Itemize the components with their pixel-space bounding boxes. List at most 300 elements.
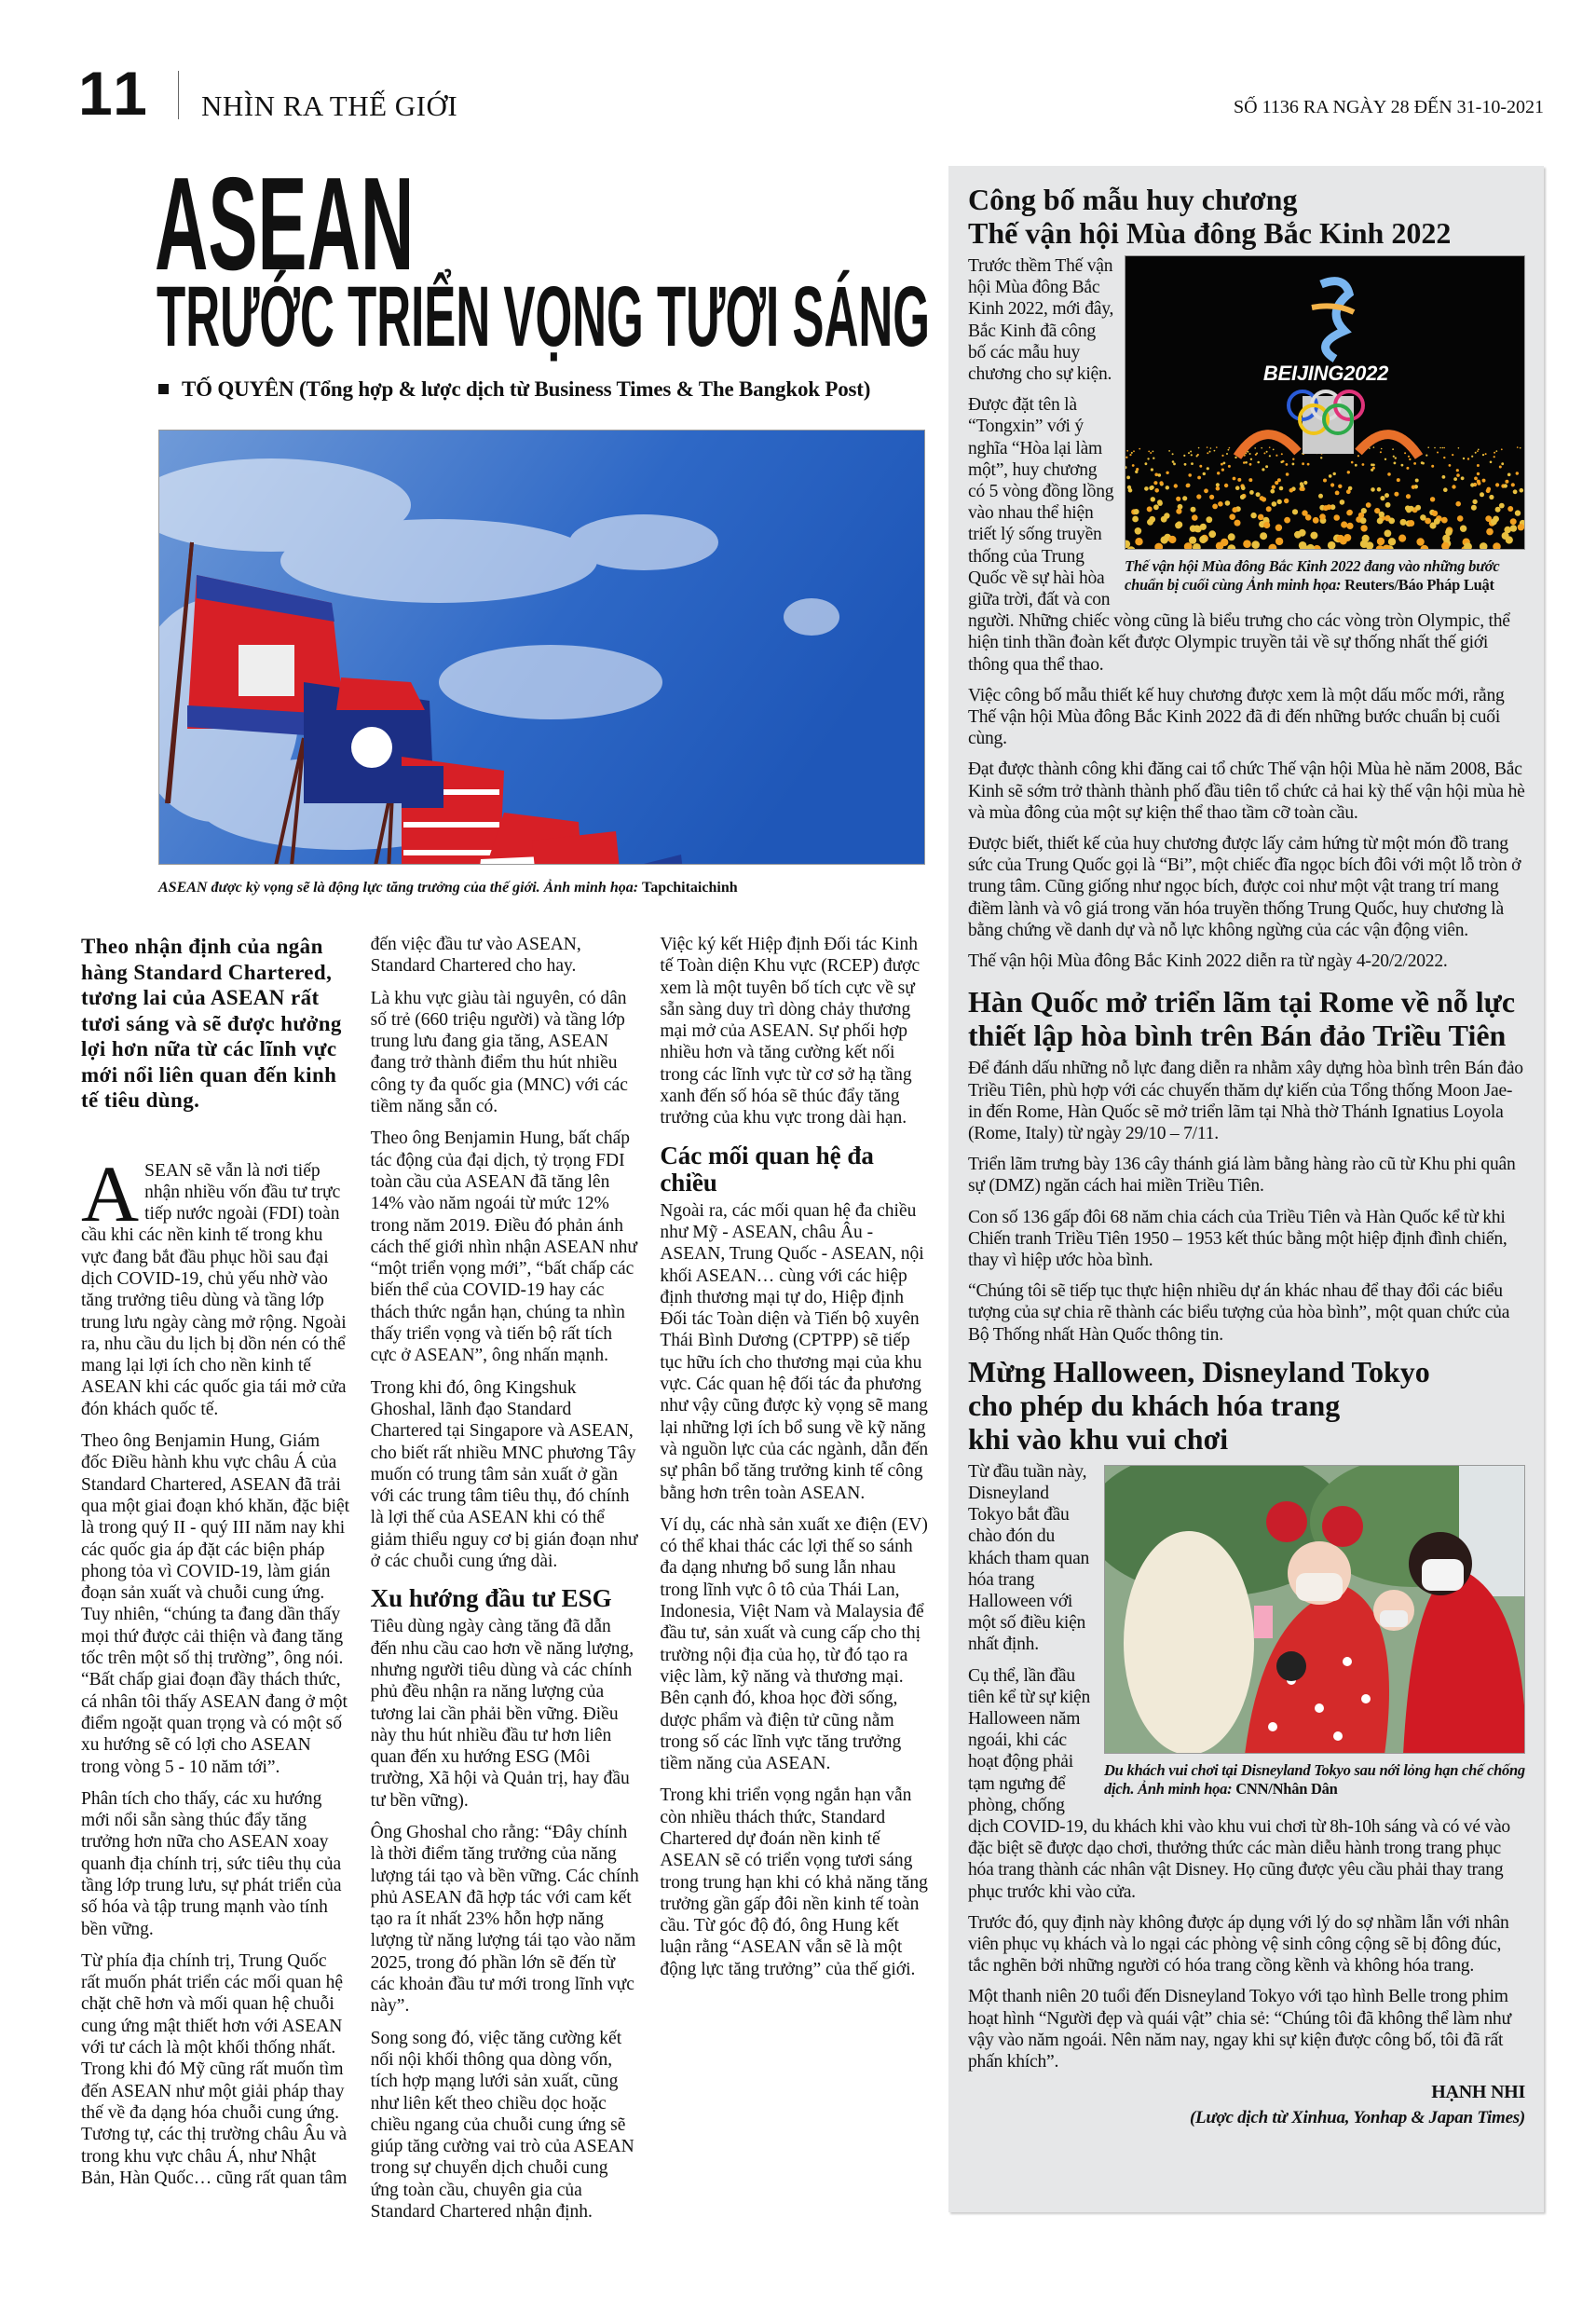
lantern-light [1299,541,1307,550]
lantern-light [1445,528,1453,536]
lantern-light [1188,473,1192,477]
lantern-light [1501,462,1504,465]
lantern-light [1400,519,1407,526]
headline-line2: TRƯỚC TRIỂN VỌNG TƯƠI SÁNG [157,269,930,364]
lantern-light [1254,447,1256,449]
lantern-light [1249,453,1251,455]
lantern-light [1507,506,1513,512]
lantern-light [1485,453,1487,455]
lantern-light [1243,461,1246,464]
lantern-light [1385,493,1389,498]
lantern-light [1505,480,1508,484]
lantern-light [1262,468,1264,471]
lantern-light [1326,504,1331,510]
lantern-light [1151,468,1153,471]
lantern-light [1486,528,1494,536]
lantern-light [1372,464,1375,467]
lantern-light [1133,509,1139,514]
lantern-light [1199,536,1207,543]
lantern-light [1207,446,1208,448]
lantern-light [1280,461,1283,464]
lantern-light [1153,451,1154,453]
beijing-paragraph: Đạt được thành công khi đăng cai tổ chức Thế vận hội Mùa hè năm 2008, Bắc Kinh sẽ sớm trở thành thành phố đầu tiên tổ chức cả hai kỳ thế vận hội mùa hè và mùa đông của một sự kiện thể thao tầm cỡ toàn cầu. [968,759,1525,823]
lantern-light [1477,472,1480,475]
headline-line: Thế vận hội Mùa đông Bắc Kinh 2022 [968,216,1452,250]
lantern-light [1150,452,1152,454]
lantern-light [1139,448,1140,450]
lantern-light [1245,461,1248,464]
lantern-light [1434,447,1436,449]
lantern-light [1214,450,1216,452]
lantern-light [1377,487,1382,492]
lantern-light [1161,516,1167,523]
disneyland-photo [1104,1465,1525,1754]
lantern-light [1415,505,1421,511]
lantern-light [1360,525,1367,531]
lantern-light [1495,483,1499,486]
lantern-light [1135,471,1138,473]
lantern-light [1129,454,1131,456]
beijing-figure [1125,255,1525,595]
lantern-light [1494,456,1495,458]
disney-caption [1104,1761,1525,1799]
korea-paragraph: Để đánh dấu những nỗ lực đang diễn ra nhằm xây dựng hòa bình trên Bán đảo Triều Tiên, phù hợp với các chuyến thăm dự kiến của Tổng thống Moon Jae-in đến Rome, Hàn Quốc sẽ mở triển lãm tại Nhà thờ Thánh Ignatius Loyola (Rome, Italy) từ ngày 29/10 – 7/11. [968,1059,1523,1143]
lantern-light [1153,458,1154,459]
article-paragraph [81,1148,350,1421]
lantern-light [1452,485,1455,488]
lantern-light [1289,488,1294,493]
lantern-light [1489,495,1494,499]
lantern-light [1158,473,1162,477]
disney-paragraph: Trước đó, quy định này không được áp dụng với lý do sợ nhầm lẫn với nhân viên phục vụ khách và lo ngại các phòng vệ sinh công cộng sẽ bị đông đúc, tắc nghẽn bởi những người có hóa trang cồng kềnh và không hóa trang. [968,1912,1509,1977]
lantern-light [1258,514,1264,521]
lantern-light [1263,522,1270,528]
lantern-light [1504,484,1507,487]
article-paragraph: Ví dụ, các nhà sản xuất xe điện (EV) có thể khai thác các lợi thế so sánh đa dạng nhưng bổ sung lẫn nhau trong lĩnh vực ô tô của Thái Lan, Indonesia, Việt Nam và Malaysia để đầu tư, sản xuất và cung cấp cho thị trường nội địa của họ, từ đó tạo ra việc làm, kỹ năng và thương mại. Bên cạnh đó, khoa học đời sống, dược phẩm và điện tử cũng nằm trong số các lĩnh vực tăng trưởng tiềm năng của ASEAN. [660,1514,928,1774]
lantern-light [1504,527,1511,534]
lantern-light [1360,517,1367,524]
bullet-square-icon [158,384,169,394]
lantern-light [1132,516,1139,523]
lantern-light [1269,446,1271,448]
lantern-light [1144,486,1149,491]
headline-line: khi vào khu vui chơi [968,1421,1229,1456]
beijing-paragraph: Thế vận hội Mùa đông Bắc Kinh 2022 diễn ra từ ngày 4-20/2/2022. [968,951,1448,972]
lantern-light [1477,480,1480,484]
lantern-light [1145,462,1148,465]
lantern-light [1409,506,1414,512]
lantern-light [1255,454,1257,456]
lantern-light [1196,455,1198,457]
lantern-light [1491,518,1497,525]
lantern-light [1237,478,1241,482]
lantern-light [1133,450,1135,452]
lantern-light [1486,488,1491,493]
lantern-light [1240,495,1245,499]
lantern-light [1467,458,1469,459]
lantern-light [1266,506,1272,512]
lantern-light [1147,519,1153,526]
article-lead: Theo nhận định của ngân hàng Standard Chartered, tương lai của ASEAN rất tươi sáng và sẽ được hưởng lợi hơn nữa từ các lĩnh vực mới nổi liên quan đến kinh tế tiêu dùng. [81,935,342,1112]
lantern-light [1188,452,1190,454]
lantern-light [1394,462,1397,465]
lantern-light [1199,465,1202,468]
beijing-caption [1125,557,1525,595]
lantern-light [1125,457,1127,458]
lantern-light [1346,489,1351,494]
lantern-light [1266,451,1268,453]
beijing-paragraph: Việc công bố mẫu thiết kế huy chương được xem là một dấu mốc mới, rằng Thế vận hội Mùa đông Bắc Kinh 2022 đã đi đến những bước chuẩn bị cuối cùng. [968,685,1505,749]
beijing-olympics-photo [1125,255,1525,550]
lantern-light [1207,452,1208,454]
lantern-light [1256,492,1261,497]
caption-credit: Reuters/Báo Pháp Luật [1344,576,1494,594]
lantern-light [1328,541,1336,550]
lantern-light [1275,455,1277,457]
lantern-light [1175,522,1181,528]
lantern-light [1501,448,1503,450]
lantern-light [1161,536,1168,543]
page-number: 11 [78,59,151,128]
lantern-light [1456,473,1460,477]
headline-line1: ASEAN [155,150,415,298]
lantern-light [1421,461,1424,464]
lantern-light [1333,514,1340,521]
disney-paragraph: Từ đầu tuần này, Disneyland Tokyo bắt đầu chào đón du khách tham quan hóa trang Halloween với một số điều kiện nhất định. [968,1461,1090,1655]
lantern-light [1323,479,1327,483]
lantern-light [1281,453,1283,455]
lantern-light [1154,473,1158,477]
lantern-light [1228,533,1235,540]
lantern-light [1135,527,1142,535]
lantern-light [1507,473,1511,477]
author-signature: HẠNH NHI [1431,2082,1525,2103]
caption-text: Du khách vui chơi tại Disneyland Tokyo sau nới lỏng hạn chế chống dịch. Ảnh minh họa: [1104,1760,1525,1798]
article-body [81,934,929,2224]
lantern-light [1216,446,1218,448]
lantern-light [1416,538,1424,545]
lantern-light [1206,516,1212,523]
lantern-light [1172,453,1174,455]
lantern-light [1277,499,1282,504]
lantern-light [1172,460,1175,463]
lantern-light [1477,450,1479,452]
lantern-light [1406,467,1409,470]
lantern-light [1191,507,1196,513]
lantern-light [1260,532,1267,540]
lantern-light [1150,486,1153,489]
article-paragraph: Ông Ghoshal cho rằng: “Đây chính là thời điểm tăng trưởng của năng lượng tái tạo và bền vững. Các chính phủ ASEAN đã hợp tác với cam kết tạo ra ít nhất 23% hỗn hợp năng lượng từ năng lượng tái tạo vào năm 2025, trong đó phần lớn sẽ đến từ các khoản đầu tư mới trong lĩnh vực này”. [370,1822,639,2017]
lantern-light [1279,486,1284,491]
lantern-light [1380,451,1382,453]
lantern-light [1126,450,1128,452]
lantern-light [1437,452,1439,454]
lantern-light [1318,494,1323,499]
lantern-light [1357,455,1359,457]
lantern-light [1362,463,1365,466]
lantern-light [1216,483,1220,486]
lantern-light [1474,477,1478,481]
lantern-light [1126,476,1130,480]
lantern-light [1408,456,1410,458]
lantern-light [1226,453,1228,455]
lantern-light [1307,463,1310,466]
lantern-light [1217,472,1220,474]
lantern-light [1432,511,1438,516]
lantern-light [1377,538,1385,545]
lantern-light [1228,465,1231,468]
lantern-light [1494,452,1495,454]
lantern-light [1232,507,1237,513]
lantern-light [1335,491,1340,496]
disney-story [968,1355,1525,2129]
lantern-light [1207,467,1209,470]
lantern-light [1427,446,1429,448]
lantern-light [1208,530,1216,538]
lantern-light [1371,487,1375,492]
lantern-light [1310,532,1317,540]
header-divider [178,71,179,119]
lantern-light [1452,454,1453,456]
lantern-light [1182,496,1187,500]
lantern-light [1272,486,1275,489]
lantern-light [1147,506,1153,512]
lantern-light [1275,538,1283,545]
lantern-light [1413,462,1416,465]
lantern-light [1463,458,1465,459]
lantern-light [1194,526,1201,532]
lantern-light [1166,472,1168,474]
lantern-light [1441,517,1448,524]
lantern-light [1395,457,1397,458]
lantern-light [1510,525,1517,531]
lantern-light [1442,447,1444,449]
subheading-esg: Xu hướng đầu tư ESG [370,1584,612,1613]
lantern-light [1249,490,1254,495]
lantern-light [1457,515,1464,522]
lantern-light [1241,486,1246,491]
lantern-light [1132,464,1135,467]
lantern-light [1302,510,1307,515]
lantern-light [1380,496,1385,500]
lantern-light [1366,502,1371,508]
lantern-light [1415,479,1419,483]
photo-caption [158,880,738,896]
lantern-light [1434,518,1440,525]
lantern-light [1392,448,1394,450]
beijing-paragraph: Được biết, thiết kế của huy chương được lấy cảm hứng từ một món đồ trang sức của Trung Quốc gọi là “Bi”, một chiếc đĩa ngọc bích đôi với một lỗ tròn ở trung tâm. Cũng giống như ngọc bích, được coi như một vật trang trí mang điềm lành và vô giá trong văn hóa truyền thống Trung Quốc, huy chương là bằng chứng về danh dự và nỗ lực không ngừng của các vận động viên. [968,834,1521,940]
lantern-light [1499,466,1502,469]
lantern-light [1212,504,1218,510]
lantern-light [1511,483,1515,486]
lantern-light [1153,481,1157,485]
lantern-light [1263,452,1265,454]
news-sidebar [948,166,1544,2212]
lantern-light [1330,483,1334,486]
headline-line: cho phép du khách hóa trang [968,1388,1341,1422]
korea-paragraph: “Chúng tôi sẽ tiếp tục thực hiện nhiều dự án khác nhau để thay đổi các biểu tượng của sự chia rẽ thành các biểu tượng của hòa bình”, một quan chức của Bộ Thống nhất Hàn Quốc thông tin. [968,1281,1510,1345]
lantern-light [1261,447,1262,449]
lantern-light [1456,469,1459,472]
lantern-light [1320,457,1322,458]
lantern-light [1471,456,1473,458]
lantern-light [1229,447,1231,449]
lantern-light [1270,489,1275,494]
lantern-light [1490,461,1493,464]
lantern-light [1518,524,1524,530]
lantern-light [1221,469,1224,472]
lantern-light [1513,489,1518,494]
lantern-light [1360,540,1369,548]
beijing-story [968,183,1525,972]
lantern-light [1520,447,1521,449]
lantern-light [1388,538,1396,545]
lantern-light [1265,465,1268,468]
lantern-light [1472,499,1477,504]
article-paragraph: Là khu vực giàu tài nguyên, có dân số trẻ (660 triệu người) và tầng lớp trung lưu đang gia tăng, ASEAN đang trở thành điểm thu hút nhiều công ty đa quốc gia (MNC) với các tiềm năng sẵn có. [370,988,628,1117]
lantern-light [1249,463,1252,466]
asean-flags-photo [158,430,925,865]
lantern-light [1166,486,1169,489]
article-paragraph: Trong khi triển vọng ngắn hạn vẫn còn nhiều thách thức, Standard Chartered dự đoán nền kinh tế ASEAN sẽ có triển vọng tươi sáng trong trung hạn khi có khả năng tăng trưởng gần gấp đôi nền kinh tế toàn cầu. Từ góc độ đó, ông Hung kết luận rằng “ASEAN vẫn sẽ là một động lực tăng trưởng” của thế giới. [660,1785,928,1979]
korea-headline: Hàn Quốc mở triển lãm tại Rome về nỗ lực thiết lập hòa bình trên Bán đảo Triều Tiên [968,985,1516,1053]
lantern-light [1373,446,1375,448]
lantern-light [1338,485,1342,488]
byline [158,377,870,402]
lantern-light [1471,505,1477,511]
lantern-light [1228,449,1230,451]
lantern-light [1176,509,1181,514]
lantern-light [1431,465,1434,468]
lantern-light [1477,464,1480,467]
lantern-light [1173,463,1176,466]
headline-line: Mừng Halloween, Disneyland Tokyo [968,1354,1430,1389]
lantern-light [1221,455,1223,457]
lantern-light [1286,463,1289,466]
korea-paragraph: Con số 136 gấp đôi 68 năm chia cách của Triều Tiên và Hàn Quốc kể từ khi Chiến tranh Triều Tiên 1950 – 1953 kết thúc bằng một hiệp định đình chiến, thay vì hiệp ước hòa bình. [968,1207,1507,1270]
lantern-light [1401,464,1404,467]
lantern-light [1340,537,1347,544]
lantern-light [1275,525,1282,531]
lantern-light [1302,462,1304,465]
lantern-light [1408,520,1414,527]
lantern-light [1248,478,1252,482]
lantern-light [1209,495,1214,499]
lantern-light [1449,464,1452,467]
lantern-light [1154,488,1159,493]
lantern-light [1218,501,1223,507]
lantern-light [1292,458,1294,460]
article-paragraph: Phân tích cho thấy, các xu hướng mới nổi sẵn sàng thúc đẩy tăng trưởng hơn nữa cho ASEAN xoay quanh địa chính trị, sức tiêu thụ của tầng lớp trung lưu, sự phát triển của số hóa và tập trung mạnh vào tính bền vững. [81,1788,342,1939]
lantern-light [1204,488,1208,493]
lantern-light [1168,536,1176,543]
korea-paragraph: Triển lãm trưng bày 136 cây thánh giá làm bằng hàng rào cũ từ Khu phi quân sự (DMZ) ngăn cách hai miền Triều Tiên. [968,1155,1516,1197]
lantern-light [1374,508,1380,513]
lantern-light [1176,497,1180,501]
lantern-light [1443,447,1445,449]
lantern-light [1443,457,1445,458]
lantern-light [1319,513,1326,520]
lantern-light [1159,481,1163,485]
lantern-light [1394,492,1398,497]
lantern-light [1516,472,1519,474]
lantern-light [1216,486,1221,491]
lantern-light [1406,494,1411,499]
lantern-light [1355,464,1357,467]
lantern-light [1387,472,1391,476]
drop-cap: A [81,1148,140,1238]
section-title: NHÌN RA THẾ GIỚI [201,89,458,122]
lantern-light [1361,508,1367,513]
lantern-light [1372,467,1375,470]
lantern-light [1235,520,1241,527]
lantern-light [1272,501,1277,507]
lantern-light [1393,456,1395,458]
lantern-light [1381,448,1383,450]
lantern-light [1480,492,1484,497]
lantern-light [1250,513,1256,518]
lantern-light [1313,517,1319,524]
lantern-light [1510,518,1517,525]
article-paragraph: Việc ký kết Hiệp định Đối tác Kinh tế Toàn diện Khu vực (RCEP) được xem là một tuyên bố tích cực về sự sẵn sàng duy trì dòng chảy thương mại mở của ASEAN. Sự phối hợp nhiều hơn và tăng cường kết nối trong các lĩnh vực từ cơ sở hạ tầng xanh đến số hóa sẽ thúc đẩy tăng trưởng của khu vực trong dài hạn. [660,935,921,1129]
lantern-light [1515,510,1521,515]
lantern-light [1294,531,1302,539]
source-credit: (Lược dịch từ Xinhua, Yonhap & Japan Times) [1189,2108,1525,2128]
lantern-light [1243,540,1251,548]
caption-credit: CNN/Nhân Dân [1235,1779,1338,1798]
lantern-light [1229,513,1235,520]
disney-paragraph: Một thanh niên 20 tuổi đến Disneyland Tokyo với tạo hình Belle trong phim hoạt hình “Người đẹp và quái vật” chia sẻ: “Chúng tôi đã không thể làm như vậy vào năm ngoái. Nên năm nay, ngay khi sự kiện được công bố, tôi đã rất phấn khích”. [968,1987,1511,2073]
lantern-light [1439,447,1441,449]
lantern-light [1385,458,1386,460]
lantern-light [1430,497,1435,501]
lantern-light [1131,452,1133,454]
lantern-light [1277,478,1281,482]
lantern-light [1168,450,1170,452]
lantern-light [1460,526,1466,532]
lantern-light [1273,449,1275,451]
caption-text: ASEAN được kỳ vọng sẽ là động lực tăng trưởng của thế giới. Ảnh minh họa: [158,880,643,896]
subheading-relations: Các mối quan hệ đa chiều [660,1141,874,1197]
lantern-light [1190,451,1192,453]
lantern-light [1425,455,1427,457]
lantern-light [1455,501,1461,507]
lantern-light [1482,479,1486,483]
lantern-light [1286,472,1289,476]
lantern-light [1157,499,1163,505]
caption-credit: Tapchitaichinh [642,880,738,896]
disney-paragraph: Cụ thể, lần đầu tiên kể từ sự kiện Halloween năm ngoái, khi các hoạt động phải tạm ngưng để phòng, chống dịch COVID-19, du khách khi vào khu vui chơi từ 8h-10h sáng và có vé vào đặc biệt sẽ được dạo chơi, thưởng thức các màn diễu hành trong trang phục hóa trang thành các nhân vật Disney. Họ cũng được yêu cầu phải thay trang phục trước khi vào cửa. [968,1665,1510,1902]
beijing-headline [968,183,1525,250]
lantern-light [1260,496,1264,500]
lantern-light [1292,509,1298,514]
lantern-light [1191,462,1194,465]
lantern-light [1377,518,1384,525]
lantern-light [1221,463,1223,466]
paragraph-text: SEAN sẽ vẫn là nơi tiếp nhận nhiều vốn đầu tư trực tiếp nước ngoài (FDI) toàn cầu khi các nền kinh tế trong khu vực đang bắt đầu phục hồi sau đại dịch COVID-19, chủ yếu nhờ vào tăng trưởng tiêu dùng và tầng lớp trung lưu ngày càng mở rộng. Ngoài ra, nhu cầu du lịch bị dồn nén có thể mang lại lợi ích cho nền kinh tế ASEAN khi các quốc gia tái mở cửa đón khách quốc tế. [81,1160,347,1419]
lantern-light [1196,494,1201,499]
article-paragraph: Từ phía địa chính trị, Trung Quốc rất muốn phát triển các mối quan hệ chặt chẽ hơn và mối quan hệ chuỗi cung ứng mật thiết hơn với ASEAN với tư cách là một khối thống nhất. Trong khi đó Mỹ cũng rất muốn tìm đến ASEAN như một giải pháp thay thế về đa dạng hóa chuỗi cung ứng. Tương tự, các thị trường châu Âu và trong khu vực châu Á, như Nhật Bản, Hàn Quốc… cũng rất quan tâm đến việc đầu tư vào ASEAN, Standard Chartered cho hay. [81,935,581,2188]
lantern-light [1347,471,1350,473]
lantern-light [1442,475,1446,479]
lantern-light [1482,454,1484,456]
lantern-light [1404,452,1406,454]
article-paragraph: Trong khi đó, ông Kingshuk Ghoshal, lãnh đạo Standard Chartered tại Singapore và ASEAN, cho biết rất nhiều MNC phương Tây muốn có trung tâm sản xuất ở gần với các trung tâm tiêu thụ, đó chính là lợi thế của ASEAN khi có thể giảm thiểu nguy cơ bị gián đoạn như ở các chuỗi cung ứng dài. [370,1377,638,1572]
lantern-light [1189,537,1196,544]
lantern-light [1441,542,1450,550]
lantern-light [1347,510,1353,515]
lantern-light [1385,502,1391,508]
